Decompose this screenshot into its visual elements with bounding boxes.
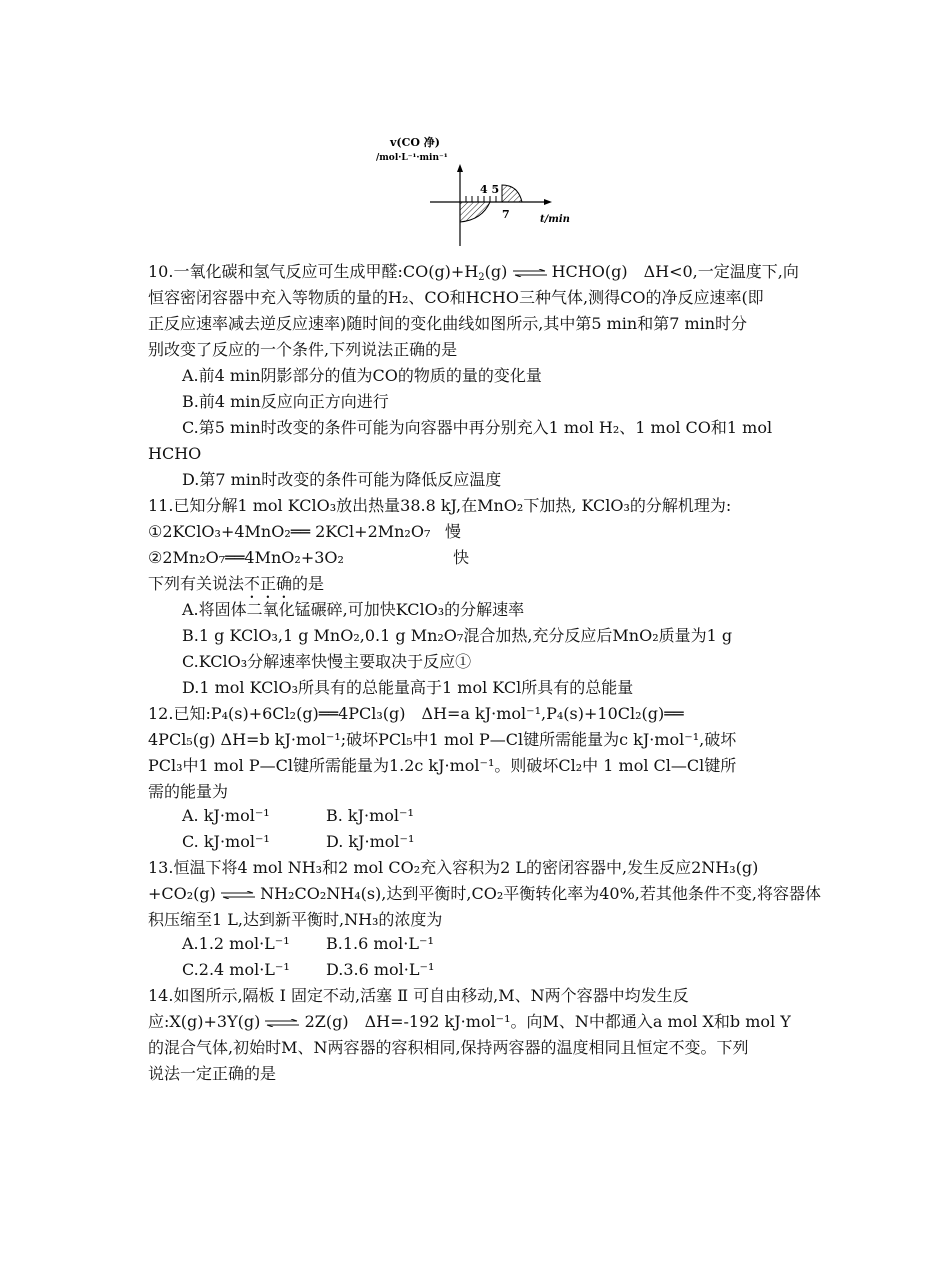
q10-line-2: 恒容密闭容器中充入等物质的量的H₂、CO和HCHO三种气体,测得CO的净反应速率(即 <box>148 288 764 307</box>
y-axis-label: v(CO 净) <box>390 136 440 149</box>
q13-option-c: C.2.4 mol·L⁻¹ <box>182 960 290 979</box>
q12-option-d: D. kJ·mol⁻¹ <box>326 832 415 851</box>
q14-line-3: 的混合气体,初始时M、N两容器的容积相同,保持两容器的温度相同且恒定不变。下列 <box>148 1038 749 1057</box>
q10-option-b: B.前4 min反应向正方向进行 <box>182 392 389 411</box>
rate-time-figure <box>370 130 580 250</box>
q13-option-d: D.3.6 mol·L⁻¹ <box>326 960 435 979</box>
q12-option-c: C. kJ·mol⁻¹ <box>182 832 270 851</box>
equilibrium-arrow-icon <box>221 891 255 899</box>
q12-line-1: 12.已知:P₄(s)+6Cl₂(g)══4PCl₃(g) ΔH=a kJ·mol⁻¹,P₄(s)+10Cl₂(g)══ <box>148 704 684 723</box>
q14-line-1: 14.如图所示,隔板 Ⅰ 固定不动,活塞 Ⅱ 可自由移动,M、N两个容器中均发生反 <box>148 986 689 1005</box>
equilibrium-arrow-icon <box>265 1019 299 1027</box>
q12-line-2: 4PCl₅(g) ΔH=b kJ·mol⁻¹;破坏PCl₅中1 mol P—Cl键所需能量为c kJ·mol⁻¹,破坏 <box>148 730 737 749</box>
q12-line-4: 需的能量为 <box>148 782 229 801</box>
shaded-area-negative <box>460 202 490 222</box>
q10-option-a: A.前4 min阴影部分的值为CO的物质的量的变化量 <box>182 366 542 385</box>
q13-option-a: A.1.2 mol·L⁻¹ <box>182 934 290 953</box>
q11-stem: 下列有关说法不正确的是 <box>148 574 325 593</box>
q12-option-b: B. kJ·mol⁻¹ <box>326 806 414 825</box>
q12-line-3: PCl₃中1 mol P—Cl键所需能量为1.2c kJ·mol⁻¹。则破坏Cl₂中 1 mol Cl—Cl键所 <box>148 756 737 775</box>
q14-line-4: 说法一定正确的是 <box>148 1064 277 1083</box>
q12-option-a: A. kJ·mol⁻¹ <box>182 806 270 825</box>
q10-line-3: 正反应速率减去逆反应速率)随时间的变化曲线如图所示,其中第5 min和第7 min时分 <box>148 314 748 333</box>
q11-reaction-2: ②2Mn₂O₇══4MnO₂+3O₂ <box>148 548 344 567</box>
q11-option-b: B.1 g KClO₃,1 g MnO₂,0.1 g Mn₂O₇混合加热,充分反应后MnO₂质量为1 g <box>182 626 733 645</box>
q11-option-c: C.KClO₃分解速率快慢主要取决于反应① <box>182 652 472 671</box>
q13-line-3: 积压缩至1 L,达到新平衡时,NH₃的浓度为 <box>148 910 443 929</box>
q14-line-2: 应:X(g)+3Y(g) 2Z(g) ΔH=-192 kJ·mol⁻¹。向M、N中都通入a mol X和b mol Y <box>148 1012 791 1031</box>
q10-option-d: D.第7 min时改变的条件可能为降低反应温度 <box>182 470 502 489</box>
shaded-area-positive <box>502 185 522 202</box>
tick-label-7: 7 <box>502 208 510 221</box>
y-axis-unit: /mol·L⁻¹·min⁻¹ <box>376 153 448 163</box>
q11-line-1: 11.已知分解1 mol KClO₃放出热量38.8 kJ,在MnO₂下加热, KClO₃的分解机理为: <box>148 496 732 515</box>
q13-line-1: 13.恒温下将4 mol NH₃和2 mol CO₂充入容积为2 L的密闭容器中,发生反应2NH₃(g) <box>148 858 759 877</box>
q11-reaction-2-speed: 快 <box>453 548 470 567</box>
q10-option-c-cont: HCHO <box>148 444 202 463</box>
tick-label-45: 4 5 <box>480 183 500 196</box>
x-axis-label: t/min <box>540 214 570 225</box>
q13-line-2: +CO₂(g) NH₂CO₂NH₄(s),达到平衡时,CO₂平衡转化率为40%,若其他条件不变,将容器体 <box>148 884 821 903</box>
q11-reaction-1: ①2KClO₃+4MnO₂══ 2KCl+2Mn₂O₇ <box>148 522 431 541</box>
q10-line-4: 别改变了反应的一个条件,下列说法正确的是 <box>148 340 458 359</box>
emphasis-not-correct: 不正确 <box>244 574 293 593</box>
q10-option-c: C.第5 min时改变的条件可能为向容器中再分别充入1 mol H₂、1 mol CO和1 mol <box>182 418 773 437</box>
q11-reaction-1-speed: 慢 <box>445 522 462 541</box>
q11-option-a: A.将固体二氧化锰碾碎,可加快KClO₃的分解速率 <box>182 600 525 619</box>
q10-line-1: 10.一氧化碳和氢气反应可生成甲醛$:CO(g)+H_2(g)$ HCHO(g) ΔH<0,一定温度下,向 <box>148 262 799 283</box>
equilibrium-arrow-icon <box>513 269 547 277</box>
q13-option-b: B.1.6 mol·L⁻¹ <box>326 934 434 953</box>
q11-option-d: D.1 mol KClO₃所具有的总能量高于1 mol KCl所具有的总能量 <box>182 678 634 697</box>
